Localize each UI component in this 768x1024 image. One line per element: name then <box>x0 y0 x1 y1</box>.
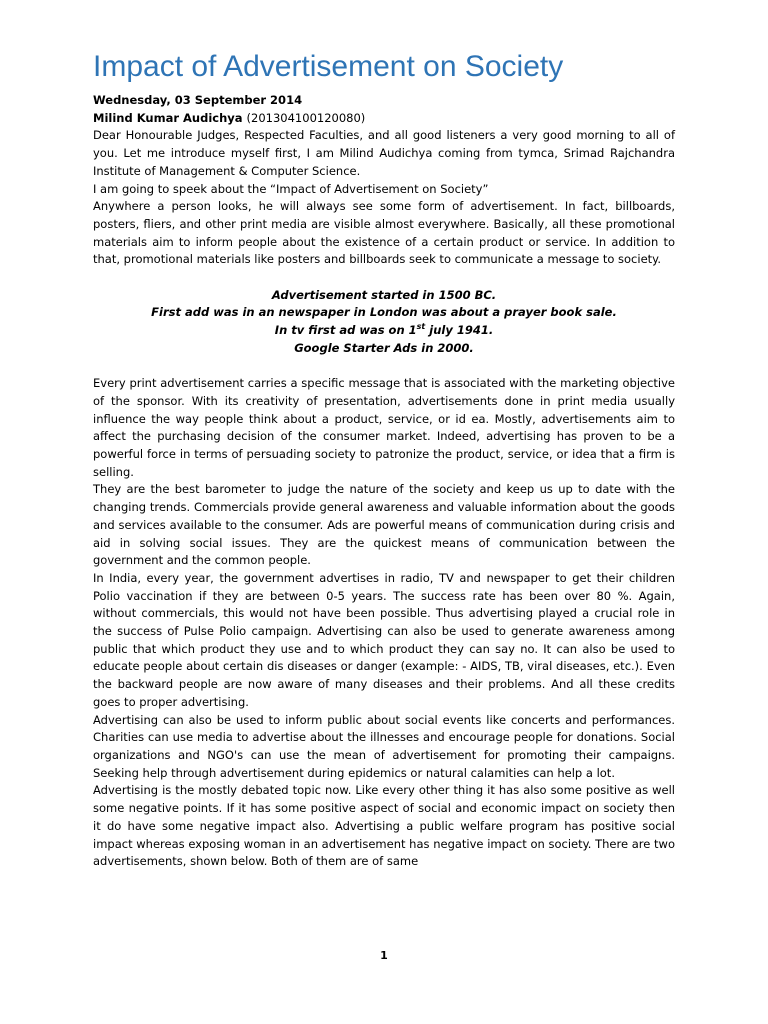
highlight-line-3-sup: st <box>416 322 426 332</box>
highlight-line-3-text: In tv first ad was on 1 <box>274 323 417 338</box>
document-author <box>93 110 675 128</box>
author-id: (201304100120080) <box>246 110 366 125</box>
highlight-line-4: Google Starter Ads in 2000. <box>294 340 474 355</box>
author-name: Milind Kumar Audichya <box>93 110 243 125</box>
paragraph-barometer: They are the best barometer to judge the nature of the society and keep us up to date with the changing trends. Commercials provide general awareness and valuable information about the goods and services available to the consumer. Ads are powerful means of communication during crisis and aid in solving social issues. They are the quickest means of communication between the government and the common people. <box>93 482 675 568</box>
paragraph-social-events: Advertising can also be used to inform public about social events like concerts and performances. Charities can use media to advertise about the illnesses and encourage people for donations. Social organizations and NGO's can use the mean of advertisement for promoting their campaigns. Seeking help through advertisement during epidemics or natural calamities can help a lot. <box>93 712 675 780</box>
highlight-line-2: First add was in an newspaper in London was about a prayer book sale. <box>151 305 617 320</box>
paragraph-india-polio: In India, every year, the government advertises in radio, TV and newspaper to get their children Polio vaccination if they are between 0-5 years. The success rate has been over 80 %. Again, without commercials, this would not have been possible. Thus advertising played a crucial role in the success of Pulse Polio campaign. Advertising can also be used to generate awareness among public that which product they use and to which product they can say no. It can also be used to educate people about certain dis diseases or danger (example: - AIDS, TB, viral diseases, etc.). Even the backward people are now aware of many diseases and their problems. And all these credits goes to proper advertising. <box>93 570 675 709</box>
paragraph-debated-topic: Advertising is the mostly debated topic now. Like every other thing it has also some positive as well some negative points. If it has some positive aspect of social and economic impact on society then it do have some negative impact also. Advertising a public welfare program has positive social impact whereas exposing woman in an advertisement has negative impact on society. There are two advertisements, shown below. Both of them are of same <box>93 783 675 869</box>
paragraph-intro-overview: Anywhere a person looks, he will always see some form of advertisement. In fact, billboards, posters, fliers, and other print media are visible almost everywhere. Basically, all these promotional materials aim to inform people about the existence of a certain product or service. In addition to that, promotional materials like posters and billboards seek to communicate a message to society. <box>93 199 675 267</box>
highlight-line-3 <box>93 322 675 340</box>
paragraph-intro-greeting: Dear Honourable Judges, Respected Faculties, and all good listeners a very good morning to all of you. Let me introduce myself first, I am Milind Audichya coming from tymca, Srimad Rajchandra Institute of Management & Computer Science. <box>93 128 675 178</box>
document-title: Impact of Advertisement on Society <box>93 50 564 83</box>
document-page <box>93 48 675 871</box>
history-highlights <box>93 287 675 358</box>
paragraph-intro-topic: I am going to speek about the “Impact of Advertisement on Society” <box>93 181 489 196</box>
highlight-line-1: Advertisement started in 1500 BC. <box>271 287 497 302</box>
page-number: 1 <box>380 949 388 962</box>
document-date: Wednesday, 03 September 2014 <box>93 93 303 107</box>
paragraph-print-advertisement: Every print advertisement carries a specific message that is associated with the marketing objective of the sponsor. With its creativity of presentation, advertisements done in print media usually influence the way people think about a product, service, or id ea. Mostly, advertisements aim to affect the purchasing decision of the consumer market. Indeed, advertising has proven to be a powerful force in terms of persuading society to patronize the product, service, or idea that a firm is selling. <box>93 376 675 479</box>
highlight-line-3-rest: july 1941. <box>425 323 494 338</box>
